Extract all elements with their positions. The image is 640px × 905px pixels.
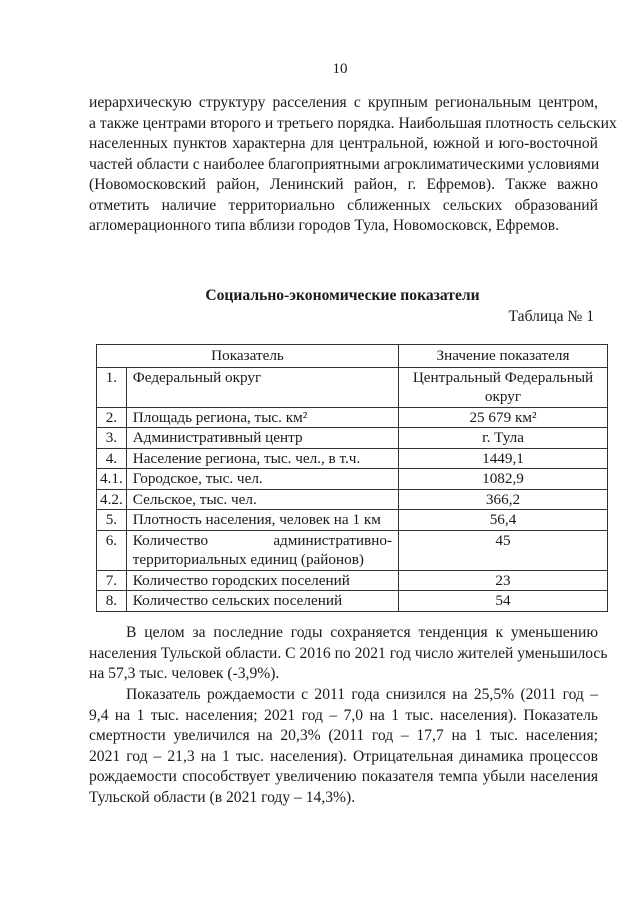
row-value <box>399 367 608 407</box>
row-number: 2. <box>97 407 127 428</box>
value-text: г. Тула <box>482 429 524 446</box>
value-text: Центральный Федеральный <box>412 368 594 386</box>
indicator-text: Федеральный округ <box>132 368 262 386</box>
table-header-row <box>97 345 608 368</box>
row-number: 4.1. <box>97 469 127 490</box>
table-title: Социально-экономические показатели <box>205 287 480 304</box>
indicator-text: Количество сельских поселений <box>132 592 343 609</box>
row-value <box>399 530 608 570</box>
row-indicator <box>126 428 398 449</box>
header-indicator: Показатель <box>97 345 399 368</box>
page-number: 10 <box>332 61 348 77</box>
row-number: 4. <box>97 448 127 469</box>
indicator-text: Количество городских поселений <box>132 571 350 589</box>
row-value <box>399 510 608 531</box>
table-row <box>97 489 608 510</box>
text-line: смертности увеличился на 20,3% (2011 год – 17,7 на 1 тыс. населения; <box>89 727 598 744</box>
text-line: 2021 год – 21,3 на 1 тыс. населения). Отрицательная динамика процессов <box>89 747 598 765</box>
text-line: отметить наличие территориально сближенных сельских образований <box>89 196 598 214</box>
text-line: Тульской области (в 2021 году – 14,3%). <box>89 788 356 806</box>
table-row <box>97 530 608 570</box>
indicator-text: Городское, тыс. чел. <box>132 470 263 487</box>
row-value <box>399 591 608 612</box>
table-row <box>97 407 608 428</box>
row-number: 1. <box>97 367 127 407</box>
row-indicator <box>126 367 398 407</box>
value-text: округ <box>484 388 522 405</box>
indicator-text: Сельское, тыс. чел. <box>132 490 257 508</box>
indicator-text: Плотность населения, человек на 1 км <box>132 511 381 528</box>
text-line: населенных пунктов характерна для центральной, южной и юго-восточной <box>89 135 598 152</box>
row-value <box>399 469 608 490</box>
row-indicator <box>126 570 398 591</box>
row-number: 6. <box>97 530 127 570</box>
table-row <box>97 510 608 531</box>
row-indicator <box>126 448 398 469</box>
table-row <box>97 469 608 490</box>
row-value <box>399 570 608 591</box>
table-row <box>97 448 608 469</box>
text-line: агломерационного типа вблизи городов Тула, Новомосковск, Ефремов. <box>89 217 560 234</box>
table-row <box>97 591 608 612</box>
indicator-text: Население региона, тыс. чел., в т.ч. <box>132 449 361 467</box>
indicator-text: территориальных единиц (районов) <box>132 551 364 568</box>
value-text: 1082,9 <box>482 470 524 487</box>
table-row <box>97 428 608 449</box>
indicator-text: Количество административно- <box>132 531 392 549</box>
value-text: 25 679 км² <box>469 408 537 426</box>
row-indicator <box>126 530 398 570</box>
text-line: В целом за последние годы сохраняется тенденция к уменьшению <box>126 624 598 641</box>
intro-paragraph <box>89 93 617 237</box>
row-number: 8. <box>97 591 127 612</box>
text-line: частей области с наиболее благоприятными агроклиматическими условиями <box>89 155 600 173</box>
row-value <box>399 407 608 428</box>
row-value <box>399 448 608 469</box>
text-line: 9,4 на 1 тыс. населения; 2021 год – 7,0 на 1 тыс. населения). Показатель <box>89 706 598 724</box>
paragraph-population <box>89 623 608 685</box>
row-indicator <box>126 510 398 531</box>
row-number: 4.2. <box>97 489 127 510</box>
row-number: 7. <box>97 570 127 591</box>
value-text: 56,4 <box>489 511 517 528</box>
table-row <box>97 570 608 591</box>
text-line: (Новомосковский район, Ленинский район, г. Ефремов). Также важно <box>89 176 598 193</box>
row-value <box>399 428 608 449</box>
table-row <box>97 367 608 407</box>
value-text: 23 <box>495 571 511 589</box>
text-line: Показатель рождаемости с 2011 года снизился на 25,5% (2011 год – <box>126 686 598 703</box>
row-number: 5. <box>97 510 127 531</box>
row-indicator <box>126 489 398 510</box>
text-line: иерархическую структуру расселения с крупным региональным центром, <box>89 94 598 111</box>
row-number: 3. <box>97 428 127 449</box>
indicators-table <box>96 344 608 612</box>
value-text: 45 <box>495 531 511 549</box>
value-text: 366,2 <box>485 490 521 508</box>
indicator-text: Площадь региона, тыс. км² <box>132 408 308 426</box>
paragraph-birthrate <box>89 685 598 808</box>
row-indicator <box>126 407 398 428</box>
text-line: населения Тульской области. С 2016 по 2021 год число жителей уменьшилось <box>89 644 608 662</box>
text-line: а также центрами второго и третьего порядка. Наибольшая плотность сельских <box>89 114 617 132</box>
row-indicator <box>126 591 398 612</box>
row-value <box>399 489 608 510</box>
indicator-text: Административный центр <box>132 429 303 446</box>
table-number: Таблица № 1 <box>508 308 594 325</box>
text-line: рождаемости способствует увеличению показателя темпа убыли населения <box>89 768 598 785</box>
row-indicator <box>126 469 398 490</box>
text-line: на 57,3 тыс. человек (-3,9%). <box>89 665 280 682</box>
header-value: Значение показателя <box>399 345 608 368</box>
value-text: 54 <box>495 592 511 609</box>
value-text: 1449,1 <box>482 449 524 467</box>
